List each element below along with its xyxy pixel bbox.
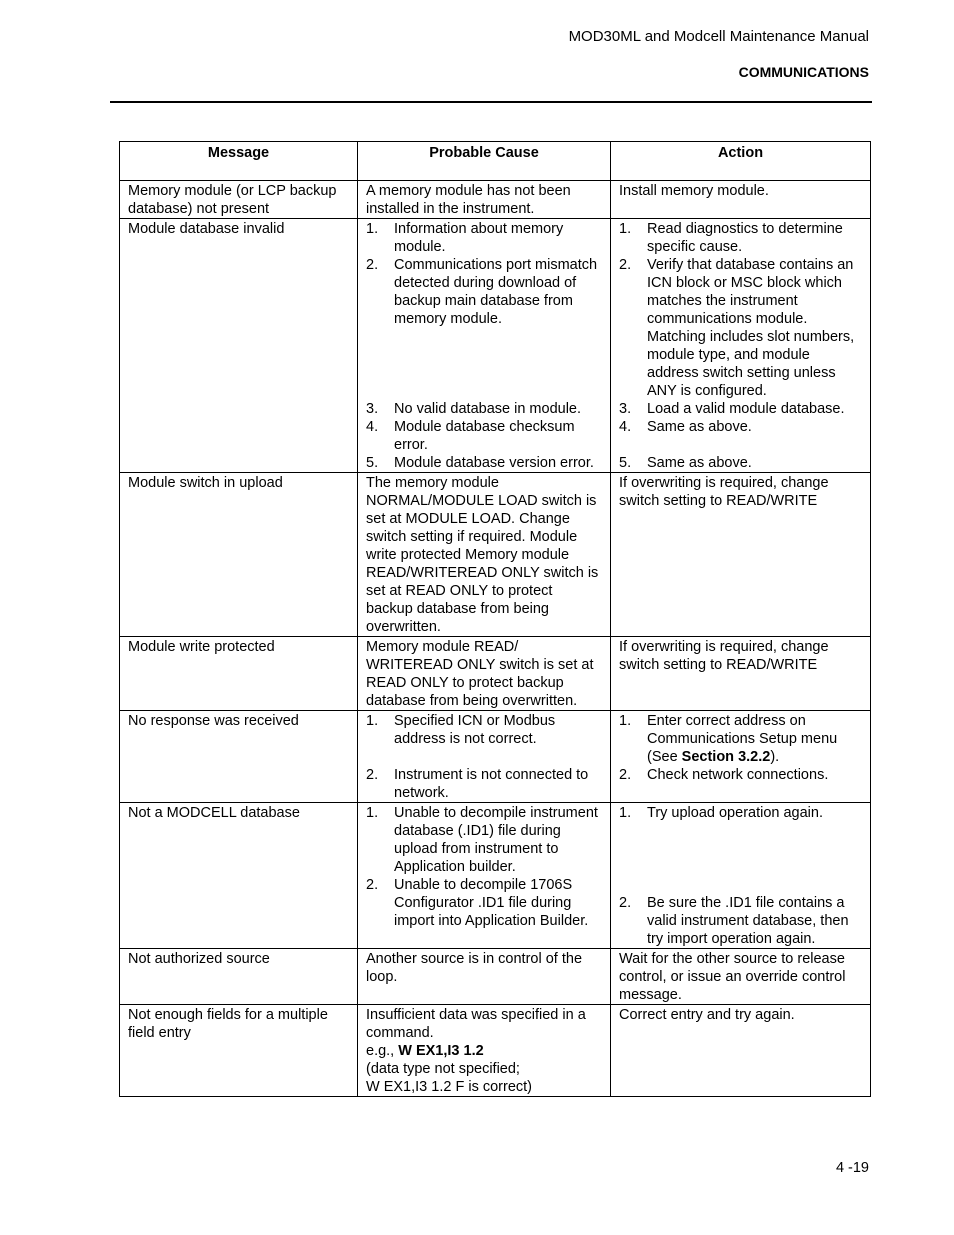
table-row: [120, 473, 871, 637]
message-cell: Memory module (or LCP backup database) not present: [120, 181, 358, 219]
list-item: 1. Try upload operation again.: [619, 805, 823, 821]
list-item: 3. Load a valid module database.: [619, 401, 845, 417]
list-item: 1. Read diagnostics to determine specific cause.: [619, 221, 843, 255]
message-cell: Module database invalid: [120, 219, 358, 473]
list-item: 4. Module database checksum error.: [366, 419, 575, 453]
list-item: 4. Same as above.: [619, 419, 752, 435]
message-cell: Module switch in upload: [120, 473, 358, 637]
action-cell: Wait for the other source to release control, or issue an override control message.: [611, 949, 871, 1005]
table-header-row: [120, 142, 871, 181]
table-row: [120, 949, 871, 1005]
cause-cell: Insufficient data was specified in a command. e.g., W EX1,I3 1.2 (data type not specified; W EX1,I3 1.2 F is correct): [358, 1005, 611, 1097]
action-cell: Correct entry and try again.: [611, 1005, 871, 1097]
list-item: 5. Module database version error.: [366, 455, 594, 471]
list-item: 2. Unable to decompile 1706S Configurator .ID1 file during import into Application Builder.: [366, 877, 589, 929]
message-cell: Not a MODCELL database: [120, 803, 358, 949]
cause-cell: Another source is in control of the loop.: [358, 949, 611, 1005]
message-cell: Not authorized source: [120, 949, 358, 1005]
cause-cell: [358, 711, 611, 803]
header-rule: [110, 101, 872, 103]
action-cell: [611, 711, 871, 803]
action-cell: Install memory module.: [611, 181, 871, 219]
column-header-message: Message: [120, 142, 358, 181]
message-cell: Module write protected: [120, 637, 358, 711]
action-cell: If overwriting is required, change switch setting to READ/WRITE: [611, 473, 871, 637]
list-item: 1. Unable to decompile instrument database (.ID1) file during upload from instrument to Application builder.: [366, 805, 598, 875]
list-item: 2. Be sure the .ID1 file contains a valid instrument database, then try import operation again.: [619, 895, 849, 947]
message-cell: No response was received: [120, 711, 358, 803]
list-item: 2. Instrument is not connected to network.: [366, 767, 589, 801]
cause-cell: Memory module READ/ WRITEREAD ONLY switch is set at READ ONLY to protect backup database from being overwritten.: [358, 637, 611, 711]
cause-cell: [358, 803, 611, 949]
table-row: [120, 803, 871, 949]
action-cell: [611, 803, 871, 949]
cause-cell: A memory module has not been installed in the instrument.: [358, 181, 611, 219]
cause-cell: The memory module NORMAL/MODULE LOAD switch is set at MODULE LOAD. Change switch setting if required. Module write protected Memory module READ/WRITEREAD ONLY switch is set at READ ONLY to protect backup database from being overwritten.: [358, 473, 611, 637]
table-row: [120, 181, 871, 219]
table-row: [120, 219, 871, 473]
cause-cell: [358, 219, 611, 473]
command-example: W EX1,I3 1.2: [398, 1043, 484, 1059]
message-cell: Not enough fields for a multiple field entry: [120, 1005, 358, 1097]
list-item: 1. Enter correct address on Communications Setup menu (See Section 3.2.2).: [619, 713, 838, 765]
action-cell: If overwriting is required, change switch setting to READ/WRITE: [611, 637, 871, 711]
column-header-action: Action: [611, 142, 871, 181]
list-item: 2. Communications port mismatch detected during download of backup main database from memory module.: [366, 257, 598, 327]
list-item: 1. Specified ICN or Modbus address is not correct.: [366, 713, 556, 747]
table-row: [120, 711, 871, 803]
list-item: 5. Same as above.: [619, 455, 752, 471]
list-item: 2. Verify that database contains an ICN block or MSC block which matches the instrument communications module. Matching includes slot numbers, module type, and module address switch setting unless ANY is configured.: [619, 257, 855, 399]
table-row: [120, 637, 871, 711]
list-item: 3. No valid database in module.: [366, 401, 582, 417]
section-reference: Section 3.2.2: [681, 749, 771, 765]
page-number: 4 -19: [835, 1160, 869, 1176]
table-row: [120, 1005, 871, 1097]
messages-table: [119, 141, 871, 1097]
column-header-cause: Probable Cause: [358, 142, 611, 181]
action-cell: [611, 219, 871, 473]
section-heading: COMMUNICATIONS: [738, 64, 869, 80]
manual-title: MOD30ML and Modcell Maintenance Manual: [568, 28, 869, 45]
list-item: 2. Check network connections.: [619, 767, 829, 783]
list-item: 1. Information about memory module.: [366, 221, 564, 255]
